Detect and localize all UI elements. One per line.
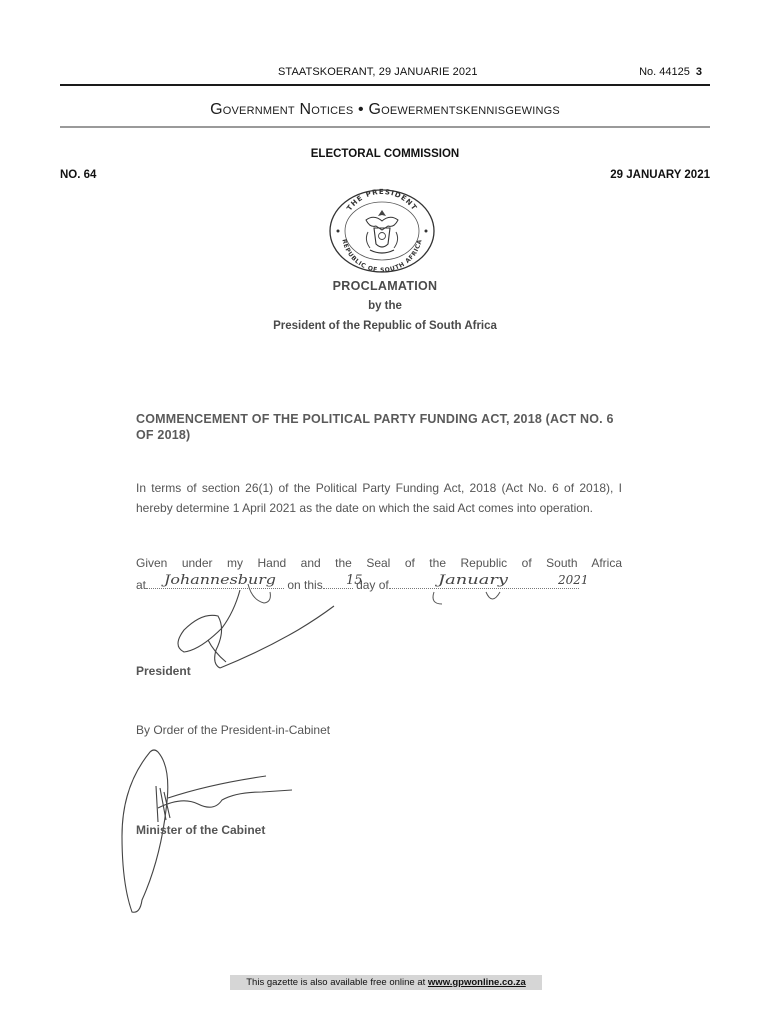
svg-text:THE PRESIDENT [345, 188, 418, 212]
at-label: at [136, 578, 147, 592]
section-rule [60, 126, 710, 128]
department-heading: ELECTORAL COMMISSION [310, 148, 460, 160]
day-blank [323, 578, 353, 589]
handwritten-day: 15 [346, 573, 363, 588]
proclamation-issuer: President of the Republic of South Africa [273, 320, 497, 332]
page-number: 3 [695, 66, 702, 78]
month-year-blank [389, 578, 579, 589]
president-label: President [136, 664, 191, 678]
on-this-label: on this [287, 578, 323, 592]
presidential-seal-icon [328, 188, 436, 274]
footer-text: This gazette is also available free online at [246, 977, 426, 988]
proclamation-by: by the [368, 300, 402, 312]
seal-top-text: THE PRESIDENT [345, 188, 419, 213]
day-of-label: day of [356, 578, 389, 592]
gpwonline-link[interactable]: www.gpwonline.co.za [427, 977, 526, 988]
proclamation-title: PROCLAMATION [332, 279, 438, 293]
place-blank [146, 578, 284, 589]
body-paragraph: In terms of section 26(1) of the Political Party Funding Act, 2018 (Act No. 6 of 2018), I hereby determine 1 April 2021 as the date on which the said Act comes into operation. [136, 481, 622, 515]
notice-number: NO. 64 [60, 169, 97, 181]
handwritten-place: Johannesburg [160, 573, 276, 588]
issue-info [639, 66, 702, 78]
president-signature-icon [178, 590, 334, 668]
notice-date: 29 JANUARY 2021 [610, 169, 710, 181]
section-title: Government Notices • Goewermentskennisgewings [210, 101, 560, 118]
act-title: COMMENCEMENT OF THE POLITICAL PARTY FUNDING ACT, 2018 (ACT NO. 6 OF 2018) [136, 412, 614, 442]
footer-banner [230, 975, 542, 990]
minister-label: Minister of the Cabinet [136, 823, 266, 837]
header-rule [60, 84, 710, 86]
order-line: By Order of the President-in-Cabinet [136, 723, 331, 737]
given-line: Given under my Hand and the Seal of the Republic of South Africa [136, 556, 622, 570]
issue-number: No. 44125 [639, 66, 690, 78]
handwritten-month: January [433, 573, 509, 588]
signing-place-date-line [136, 578, 622, 592]
seal-bottom-text: REPUBLIC OF SOUTH AFRICA [340, 238, 424, 274]
handwritten-year: 2021 [558, 573, 589, 587]
svg-text:REPUBLIC OF SOUTH AFRICA [340, 238, 423, 274]
gazette-title: STAATSKOERANT, 29 JANUARIE 2021 [278, 66, 478, 78]
